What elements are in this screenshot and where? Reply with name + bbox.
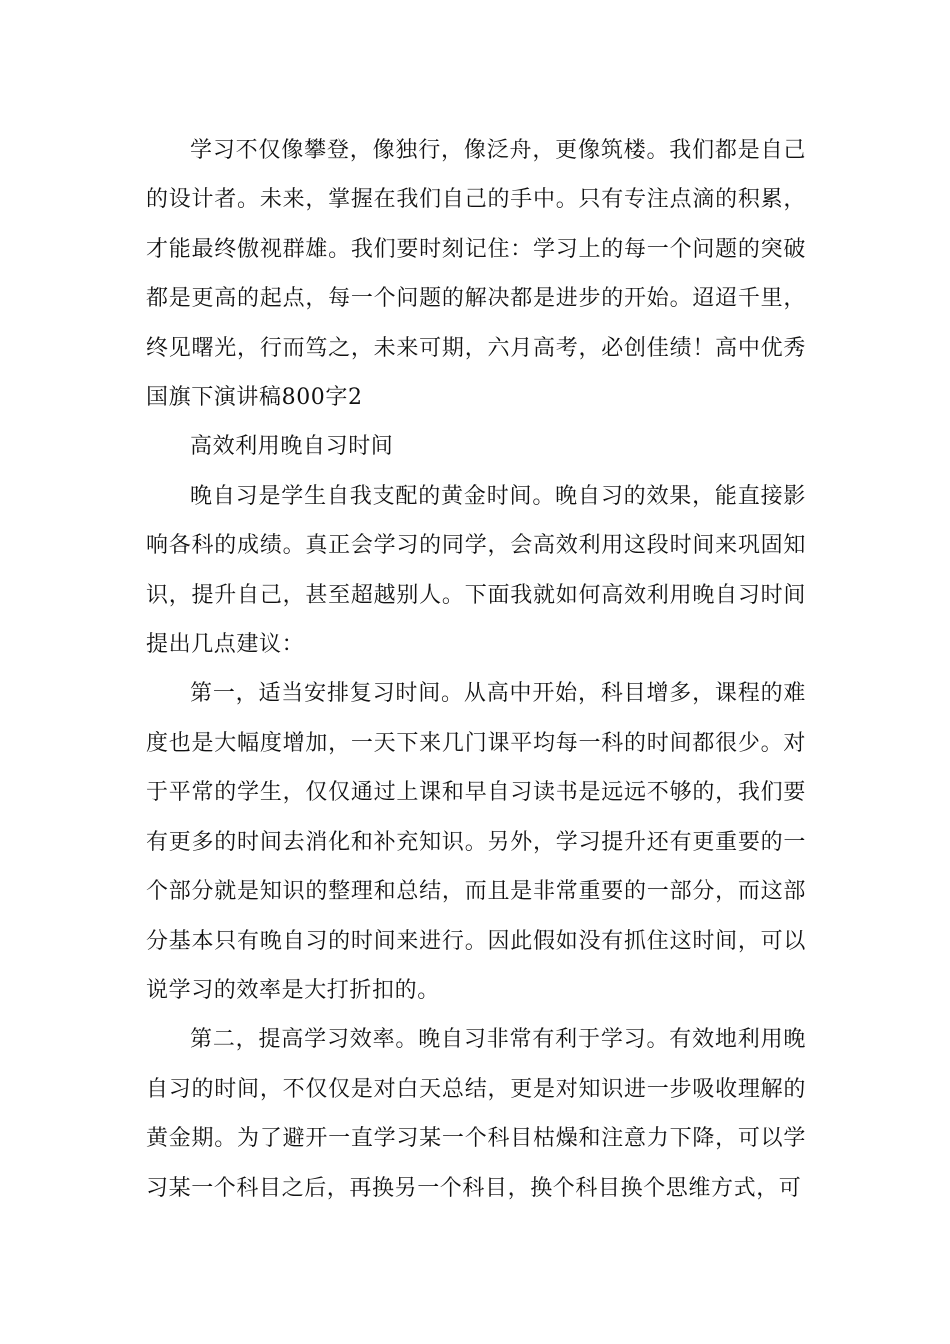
paragraph-point-one: 第一，适当安排复习时间。从高中开始，科目增多，课程的难度也是大幅度增加，一天下来几门课平均每一科的时间都很少。对于平常的学生，仅仅通过上课和早自习读书是远远不够的，我们要有更多的时间去消化和补充知识。另外，学习提升还有更重要的一个部分就是知识的整理和总结，而且是非常重要的一部分，而这部分基本只有晚自习的时间来进行。因此假如没有抓住这时间，可以说学习的效率是大打折扣的。 — [146, 681, 806, 1003]
paragraph-point-two: 第二，提高学习效率。晚自习非常有利于学习。有效地利用晚自习的时间，不仅仅是对白天总结，更是对知识进一步吸收理解的黄金期。为了避开一直学习某一个科目枯燥和注意力下降，可以学习某一个科目之后，再换另一个科目，换个科目换个思维方式，可 — [146, 1027, 806, 1201]
paragraph-evening-study-intro: 晚自习是学生自我支配的黄金时间。晚自习的效果，能直接影响各科的成绩。真正会学习的同学，会高效利用这段时间来巩固知识，提升自己，甚至超越别人。下面我就如何高效利用晚自习时间提出几点建议： — [146, 483, 806, 658]
document-body — [146, 126, 806, 1213]
section-heading-evening-study: 高效利用晚自习时间 — [190, 434, 394, 460]
paragraph-study-metaphor: 学习不仅像攀登，像独行，像泛舟，更像筑楼。我们都是自己的设计者。未来，掌握在我们自己的手中。只有专注点滴的积累，才能最终傲视群雄。我们要时刻记住：学习上的每一个问题的突破都是更高的起点，每一个问题的解决都是进步的开始。迢迢千里，终见曙光，行而笃之，未来可期，六月高考，必创佳绩！高中优秀国旗下演讲稿800字2 — [146, 138, 806, 411]
